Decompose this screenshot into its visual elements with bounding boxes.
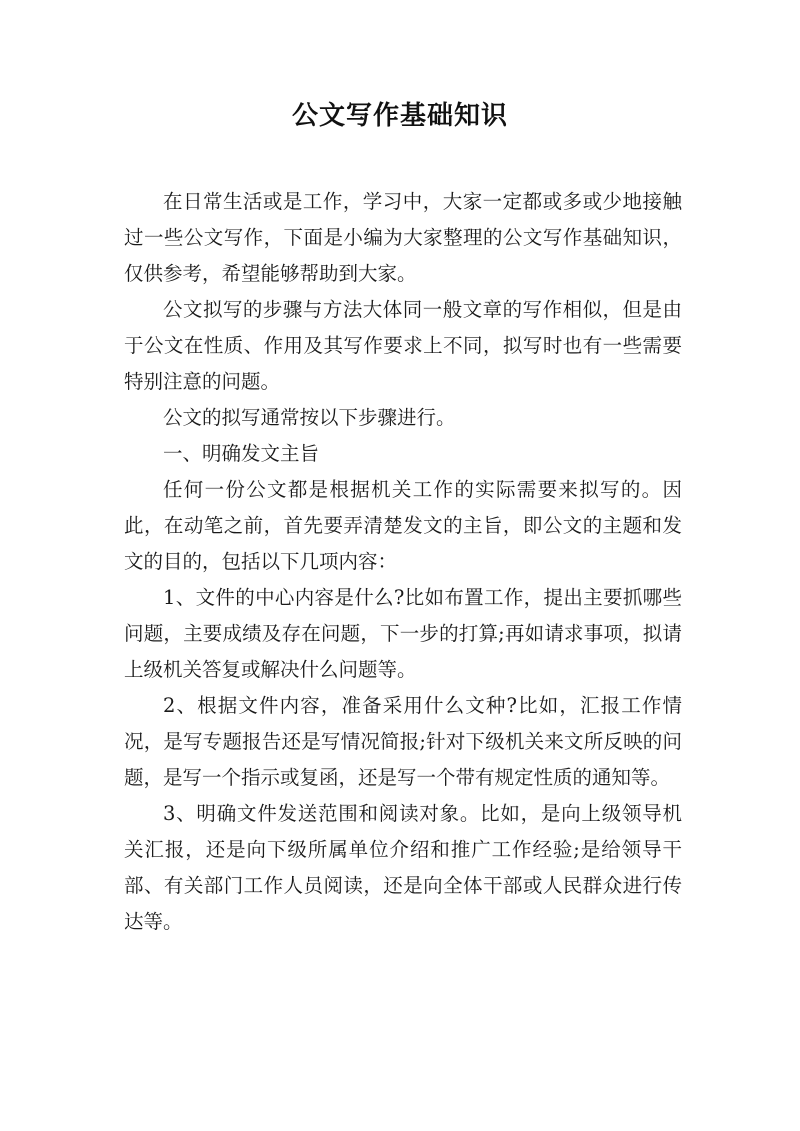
paragraph-drafting-overview: 公文拟写的步骤与方法大体同一般文章的写作相似，但是由于公文在性质、作用及其写作要求上不同，拟写时也有一些需要特别注意的问题。	[124, 298, 682, 393]
list-item-1: 1、文件的中心内容是什么?比如布置工作，提出主要抓哪些问题，主要成绩及存在问题，下一步的打算;再如请求事项，拟请上级机关答复或解决什么问题等。	[124, 586, 682, 681]
paragraph-steps-lead: 公文的拟写通常按以下步骤进行。	[163, 406, 456, 429]
paragraph-purpose: 任何一份公文都是根据机关工作的实际需要来拟写的。因此，在动笔之前，首先要弄清楚发文的主旨，即公文的主题和发文的目的，包括以下几项内容：	[124, 478, 682, 573]
list-item-3: 3、明确文件发送范围和阅读对象。比如，是向上级领导机关汇报，还是向下级所属单位介绍和推广工作经验;是给领导干部、有关部门工作人员阅读，还是向全体干部或人民群众进行传达等。	[124, 802, 682, 933]
paragraph-intro: 在日常生活或是工作，学习中，大家一定都或多或少地接触过一些公文写作，下面是小编为大家整理的公文写作基础知识，仅供参考，希望能够帮助到大家。	[124, 190, 682, 285]
document-body	[124, 184, 682, 940]
document-title: 公文写作基础知识	[291, 101, 508, 131]
section-heading-1: 一、明确发文主旨	[163, 442, 320, 465]
list-item-2: 2、根据文件内容，准备采用什么文种?比如，汇报工作情况，是写专题报告还是写情况简报;针对下级机关来文所反映的问题，是写一个指示或复函，还是写一个带有规定性质的通知等。	[124, 694, 682, 789]
